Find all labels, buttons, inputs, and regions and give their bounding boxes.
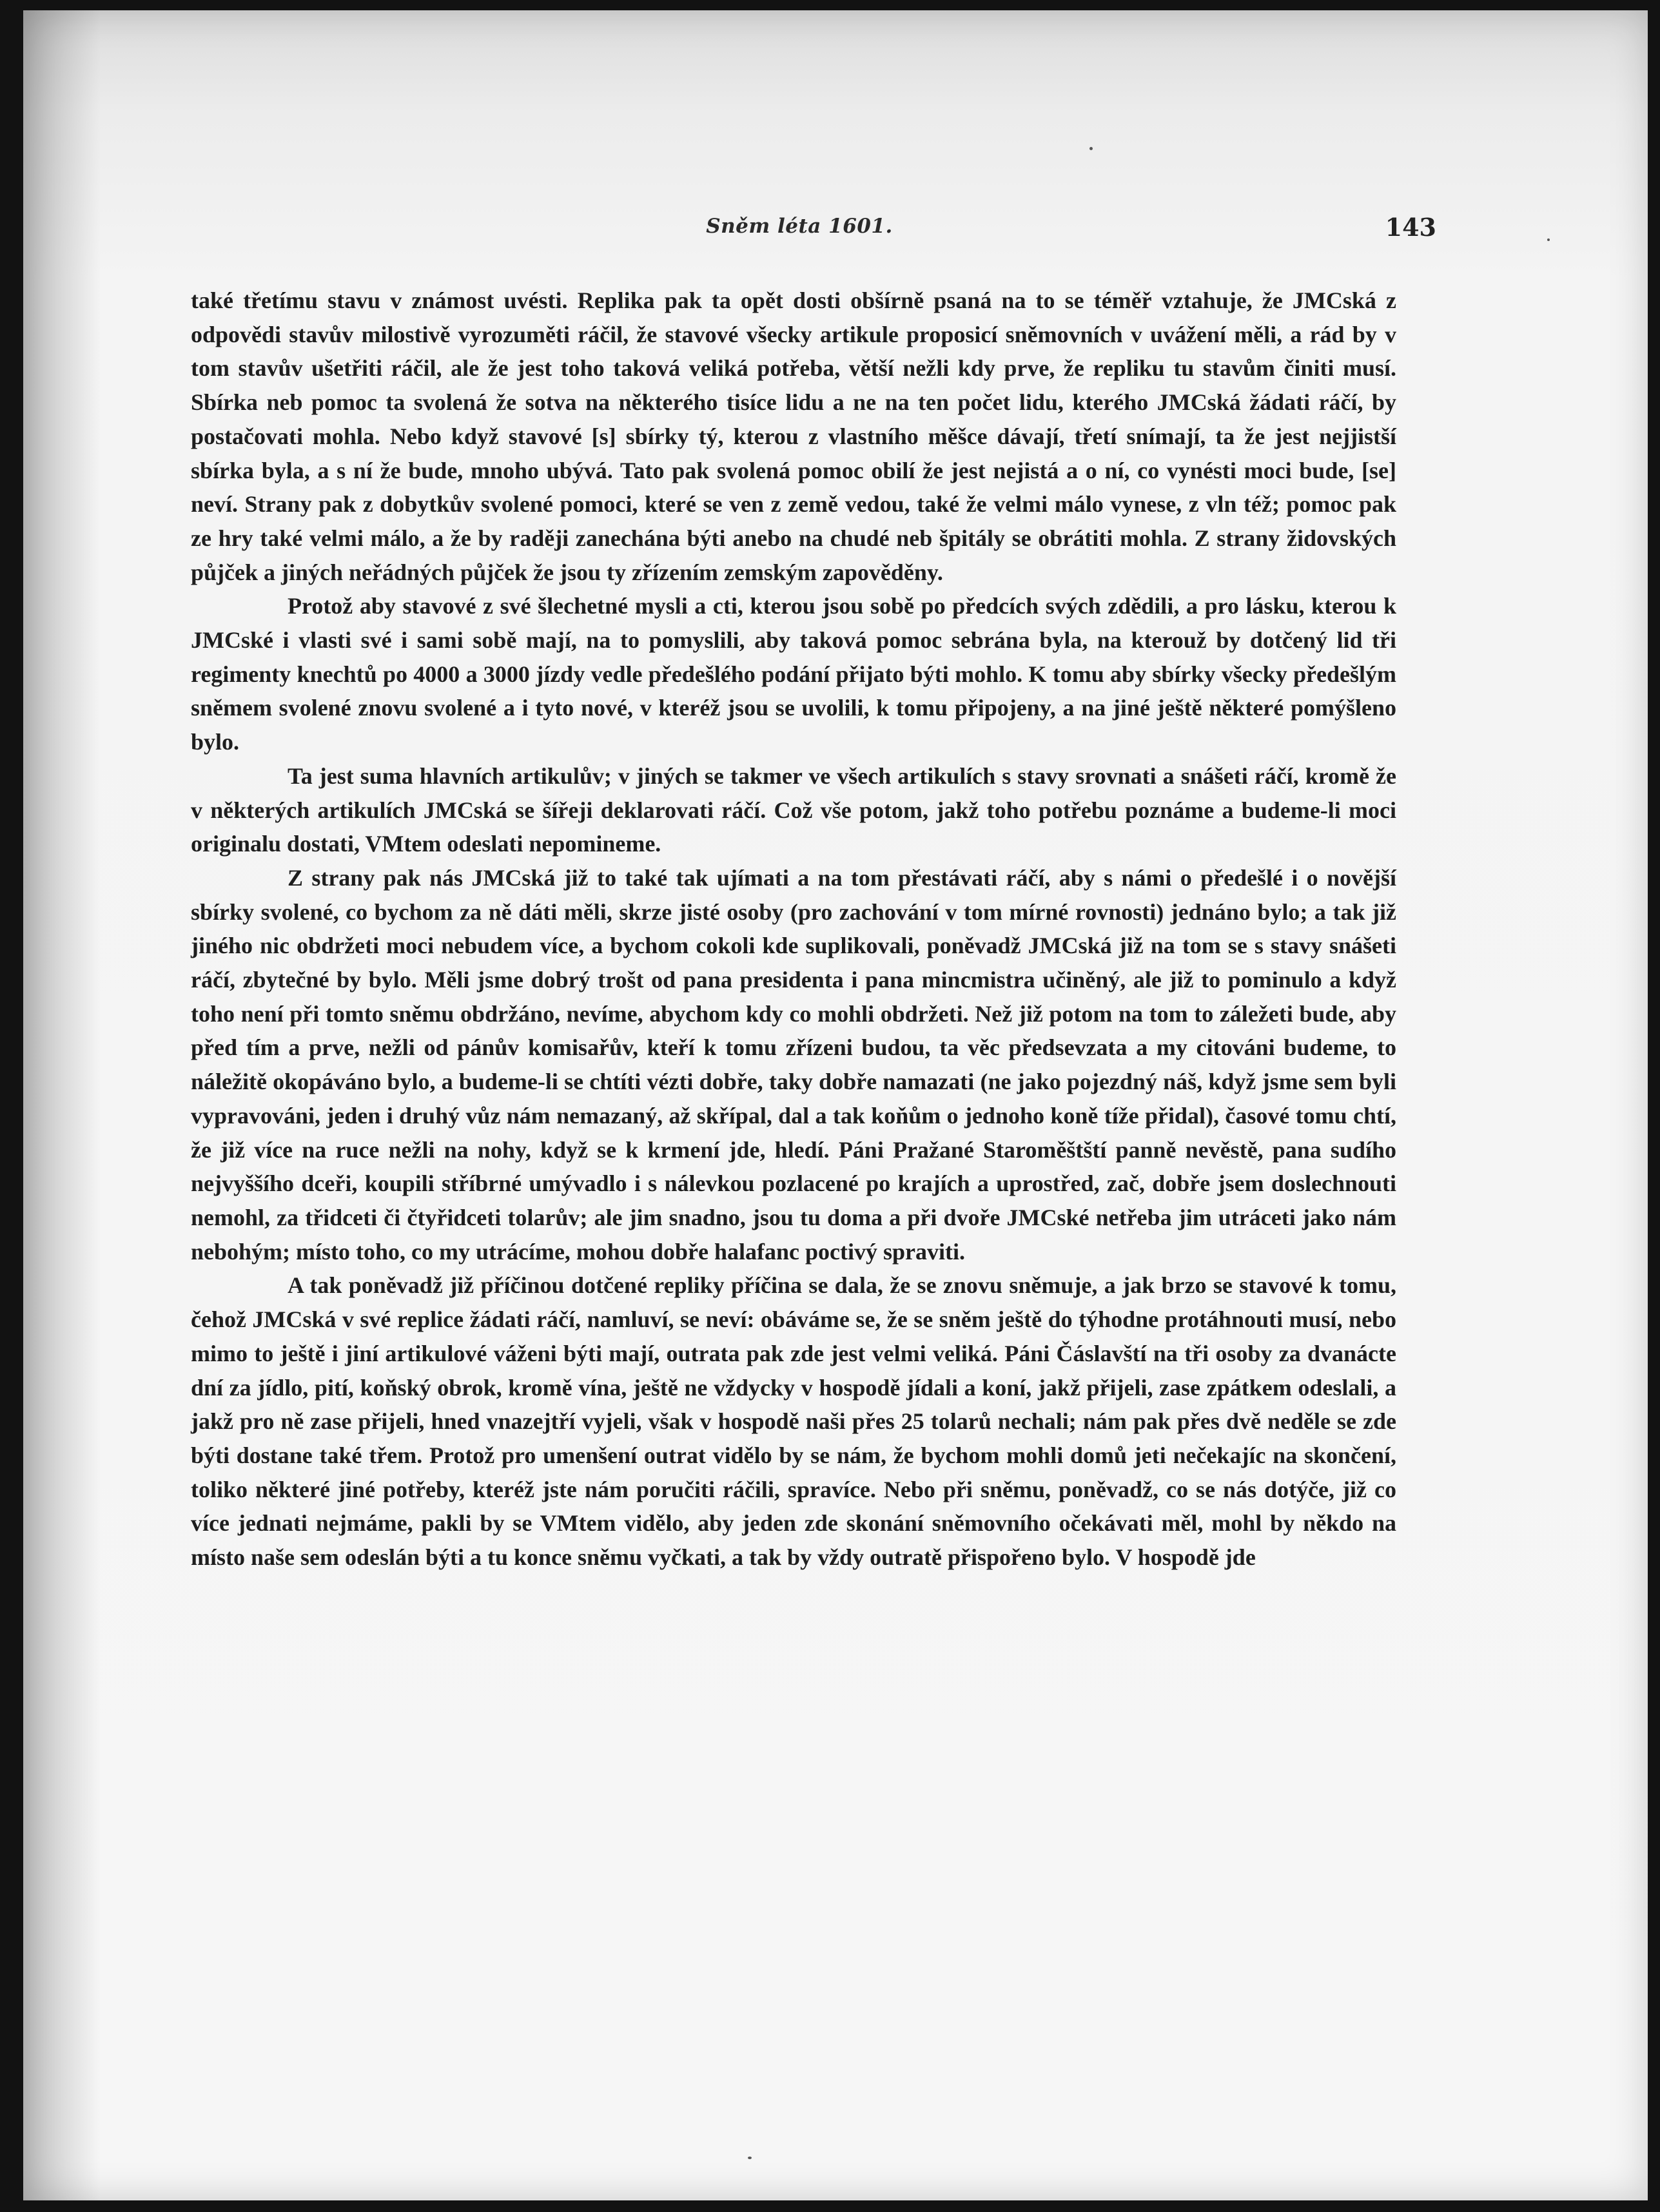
paragraph: také třetímu stavu v známost uvésti. Replika pak ta opět dosti obšírně psaná na to se téměř vztahuje, že JMCská z odpovědi stavův milostivě vyrozuměti ráčil, že stavové všecky artikule proposicí sněmovních v uvážení měli, a rád by v tom stavův ušetřiti ráčil, ale že jest toho taková veliká potřeba, větší nežli kdy prve, že repliku tu stavům činiti musí. Sbírka neb pomoc ta svolená že sotva na některého tisíce lidu a ne na ten počet lidu, kterého JMCská žádati ráčí, by postačovati mohla. Nebo když stavové [s] sbírky tý, kterou z vlastního měšce dávají, třetí snímají, ta že jest nejjistší sbírka byla, a s ní že bude, mnoho ubývá. Tato pak svolená pomoc obilí že jest nejistá a o ní, co vynésti moci bude, [se] neví. Strany pak z dobytkův svolené pomoci, které se ven z země vedou, také že velmi málo vynese, z vln též; pomoc pak ze hry také velmi málo, a že by raději zanechána býti anebo na chudé neb špitály se obrátiti mohla. Z strany židovských půjček a jiných neřádných půjček že jsou ty zřízením zemským zapověděny.	[191, 287, 1396, 585]
paragraph: Protož aby stavové z své šlechetné mysli a cti, kterou jsou sobě po předcích svých zdědili, a pro lásku, kterou k JMCské i vlasti své i sami sobě mají, na to pomyslili, aby taková pomoc sebrána byla, na kterouž by dotčený lid tři regimenty knechtů po 4000 a 3000 jízdy vedle předešlého podání přijato býti mohlo. K tomu aby sbírky všecky předešlým sněmem svolené znovu svolené a i tyto nové, v kteréž jsou se uvolili, k tomu připojeny, a na jiné ještě některé pomýšleno bylo.	[191, 593, 1396, 755]
page-number: 143	[1385, 213, 1436, 242]
scan-speck	[1547, 238, 1550, 241]
scan-speck	[748, 2157, 752, 2159]
page-edge-shadow	[23, 10, 101, 2200]
scan-speck	[1089, 147, 1093, 150]
paragraph: Ta jest suma hlavních artikulův; v jiných se takmer ve všech artikulích s stavy srovnati a snášeti ráčí, kromě že v některých artikulích JMCská se šířeji deklarovati ráčí. Což vše potom, jakž toho potřebu poznáme a budeme-li moci originalu dostati, VMtem odeslati nepomineme.	[191, 762, 1396, 857]
paragraph: A tak poněvadž již příčinou dotčené repliky příčina se dala, že se znovu sněmuje, a jak brzo se stavové k tomu, čehož JMCská v své replice žádati ráčí, namluví, se neví: obáváme se, že se sněm ještě do týhodne protáhnouti musí, nebo mimo to ještě i jiní artikulové váženi býti mají, outrata pak zde jest velmi veliká. Páni Čáslavští na tři osoby za dvanácte dní za jídlo, pití, koňský obrok, kromě vína, ještě ne vždycky v hospodě jídali a koní, jakž přijeli, zase zpátkem odeslali, a jakž pro ně zase přijeli, hned vnazejtří vyjeli, však v hospodě naši přes 25 tolarů nechali; nám pak přes dvě neděle se zde býti dostane také třem. Protož pro umenšení outrat vidělo by se nám, že bychom mohli domů jeti nečekajíc na skončení, toliko některé jiné potřeby, kteréž jste nám poručiti ráčili, spravíce. Nebo při sněmu, poněvadž, co se nás dotýče, již co více jednati nejmáme, pakli by se VMtem vidělo, aby jeden zde skonání sněmovního očekávati měl, mohl by někdo na místo naše sem odeslán býti a tu konce sněmu vyčkati, a tak by vždy outratě přispořeno bylo. V hospodě jde	[191, 1272, 1396, 1571]
running-title: Sněm léta 1601.	[706, 215, 893, 238]
paragraph: Z strany pak nás JMCská již to také tak ujímati a na tom přestávati ráčí, aby s námi o předešlé i o novější sbírky svolené, co bychom za ně dáti měli, skrze jisté osoby (pro zachování v tom mírné rovnosti) jednáno bylo; a tak již jiného nic obdržeti moci nebudem více, a bychom cokoli kde suplikovali, poněvadž JMCská již na tom se s stavy snášeti ráčí, zbytečné by bylo. Měli jsme dobrý trošt od pana presidenta i pana mincmistra učiněný, ale již to pominulo a když toho není při tomto sněmu obdržáno, nevíme, abychom kdy co mohli obdržeti. Než již potom na tom to záležeti bude, aby před tím a prve, nežli od pánův komisařův, kteří k tomu zřízeni budou, ta věc předsevzata a my citováni budeme, to náležitě okopáváno bylo, a budeme-li se chtíti vézti dobře, taky dobře namazati (ne jako pojezdný náš, když jsme sem byli vypravováni, jeden i druhý vůz nám nemazaný, až skřípal, dal a tak koňům o jednoho koně tíže přidal), časové tomu chtí, že již více na ruce nežli na nohy, když se k krmení jde, hledí. Páni Pražané Staroměštští panně nevěstě, pana sudího nejvyššího dceři, koupili stříbrné umývadlo i s nálevkou pozlacené po krajích a uprostřed, zač, dobře jsem doslechnouti nemohl, za třidceti či čtyřidceti tolarův; ale jim snadno, jsou tu doma a při dvoře JMCské netřeba jim utráceti jako nám nebohým; místo toho, co my utrácíme, mohou dobře halafanc poctivý spraviti.	[191, 864, 1396, 1265]
page-body	[191, 284, 1396, 1575]
